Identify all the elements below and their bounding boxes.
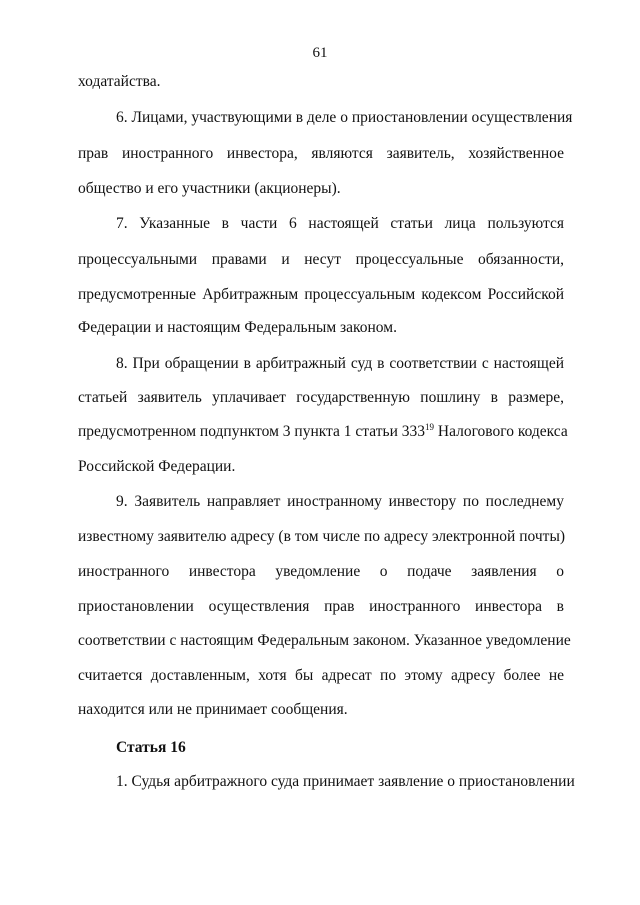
article-heading: Статья 16 (116, 739, 186, 756)
text-line: 9. Заявитель направляет иностранному инвестору по последнему (116, 493, 564, 510)
text-line: 1. Судья арбитражного суда принимает заявление о приостановлении (116, 773, 575, 790)
text-line: 8. При обращении в арбитражный суд в соответствии с настоящей (116, 355, 564, 372)
text-line: Федерации и настоящим Федеральным законом. (78, 319, 397, 336)
text-line: 7. Указанные в части 6 настоящей статьи лица пользуются (116, 215, 564, 232)
text-line: прав иностранного инвестора, являются заявитель, хозяйственное (78, 145, 564, 162)
text-line: соответствии с настоящим Федеральным законом. Указанное уведомление (78, 632, 571, 649)
text-line: приостановлении осуществления прав иностранного инвестора в (78, 598, 564, 615)
text-line (78, 422, 568, 442)
text-line: считается доставленным, хотя бы адресат по этому адресу более не (78, 667, 564, 684)
text-line: находится или не принимает сообщения. (78, 701, 348, 718)
text-line: 6. Лицами, участвующими в деле о приостановлении осуществления (116, 109, 573, 126)
text-segment: предусмотренном подпунктом 3 пункта 1 статьи 333 (78, 423, 425, 440)
text-line: процессуальными правами и несут процессуальные обязанности, (78, 251, 564, 268)
text-line: ходатайства. (78, 73, 161, 90)
text-segment: Налогового кодекса (434, 423, 568, 440)
superscript: 19 (425, 422, 434, 432)
text-line: предусмотренные Арбитражным процессуальным кодексом Российской (78, 286, 564, 303)
text-line: известному заявителю адресу (в том числе по адресу электронной почты) (78, 528, 566, 545)
text-line: Российской Федерации. (78, 458, 236, 475)
text-line: статьей заявитель уплачивает государственную пошлину в размере, (78, 389, 564, 406)
text-line: общество и его участники (акционеры). (78, 180, 341, 197)
page-number: 61 (312, 45, 328, 61)
text-line: иностранного инвестора уведомление о подаче заявления о (78, 563, 564, 580)
